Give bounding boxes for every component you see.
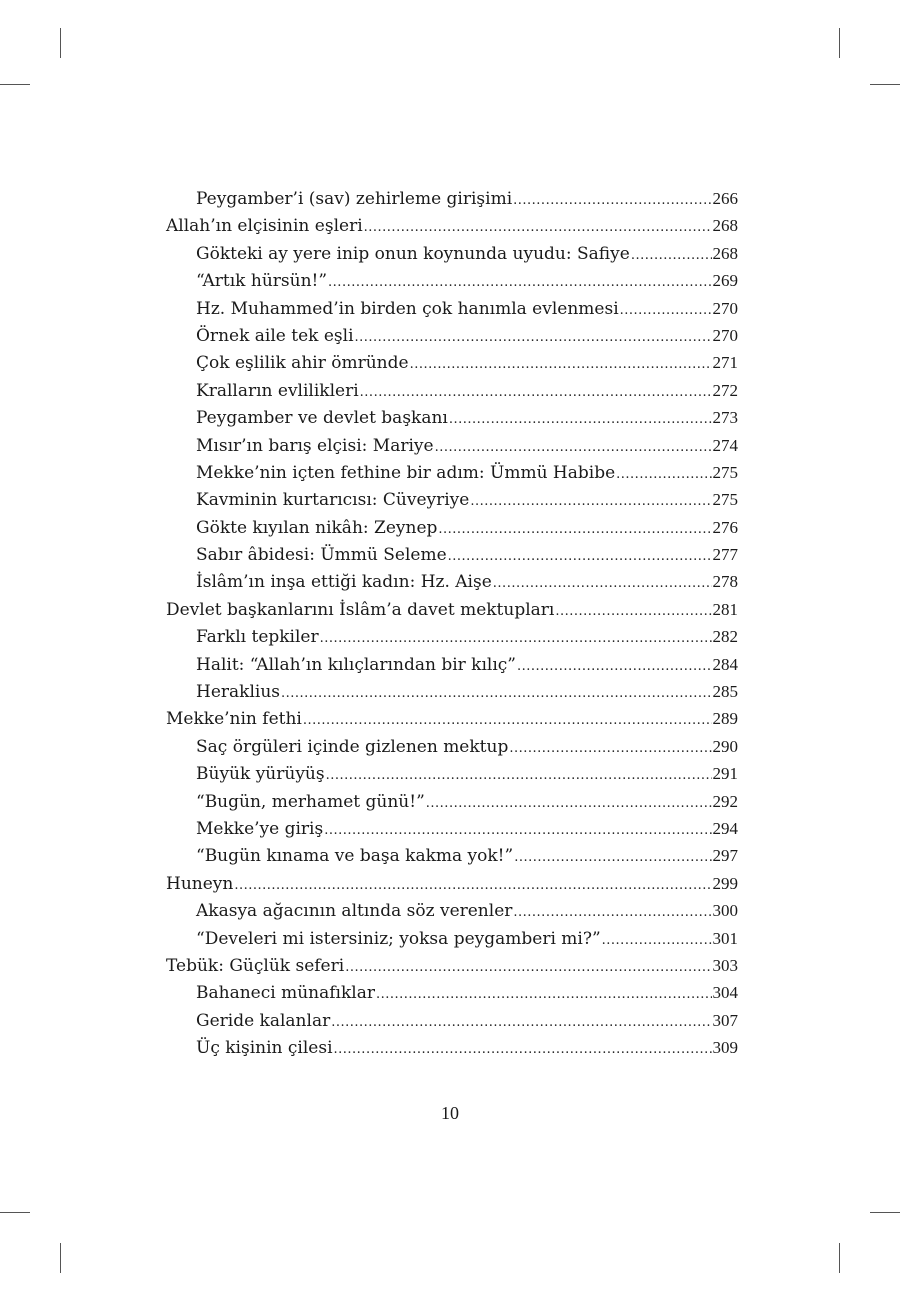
toc-entry-title: Çok eşlilik ahir ömründe (196, 353, 409, 374)
dot-leader (517, 653, 712, 680)
crop-mark-top-left (60, 28, 61, 58)
toc-entry-title: Halit: “Allah’ın kılıçlarından bir kılıç” (196, 654, 516, 675)
toc-entry-page: 304 (712, 983, 738, 1003)
toc-entry-title: Kralların evlilikleri (196, 380, 359, 401)
toc-entry-title: Hz. Muhammed’in birden çok hanımla evlenmesi (196, 298, 619, 319)
toc-entry-page: 300 (712, 901, 738, 921)
toc-entry-page: 272 (712, 380, 738, 400)
toc-entry-page: 271 (712, 353, 738, 373)
toc-subentry (166, 678, 738, 705)
toc-entry-page: 291 (712, 764, 738, 784)
dot-leader (334, 1036, 712, 1063)
dot-leader (320, 625, 712, 652)
dot-leader (448, 543, 712, 570)
toc-entry (166, 212, 738, 239)
dot-leader (631, 242, 712, 269)
toc-entry-title: Geride kalanlar (196, 1010, 331, 1031)
toc-entry-page: 294 (712, 818, 738, 838)
dot-leader (331, 1009, 711, 1036)
toc-subentry (166, 514, 738, 541)
toc-entry-page: 290 (712, 736, 738, 756)
toc-entry-title: Peygamber ve devlet başkanı (196, 408, 448, 429)
toc-entry-page: 275 (712, 490, 738, 510)
toc-subentry (166, 185, 738, 212)
toc-entry-title: Devlet başkanlarını İslâm’a davet mektupları (166, 599, 555, 620)
toc-entry-page: 297 (712, 846, 738, 866)
dot-leader (449, 406, 712, 433)
toc-subentry (166, 788, 738, 815)
dot-leader (324, 817, 711, 844)
toc-subentry (166, 459, 738, 486)
toc-entry-page: 284 (712, 654, 738, 674)
toc-entry-title: Mekke’ye giriş (196, 818, 324, 839)
toc-subentry (166, 568, 738, 595)
toc-entry-page: 307 (712, 1010, 738, 1030)
crop-mark-bottom-right-h (870, 1212, 900, 1213)
toc-subentry (166, 842, 738, 869)
toc-entry-page: 301 (712, 928, 738, 948)
toc-subentry (166, 322, 738, 349)
toc-entry-page: 285 (712, 682, 738, 702)
table-of-contents (166, 185, 738, 1062)
toc-entry (166, 952, 738, 979)
toc-entry-page: 269 (712, 271, 738, 291)
crop-mark-top-left-h (0, 84, 30, 85)
dot-leader (620, 297, 712, 324)
dot-leader (493, 570, 712, 597)
toc-subentry (166, 1007, 738, 1034)
toc-entry-title: Gökte kıyılan nikâh: Zeynep (196, 517, 438, 538)
dot-leader (360, 379, 712, 406)
dot-leader (410, 351, 712, 378)
toc-subentry (166, 760, 738, 787)
toc-entry-page: 266 (712, 189, 738, 208)
toc-entry-title: İslâm’ın inşa ettiği kadın: Hz. Aişe (196, 572, 492, 593)
toc-entry-title: Huneyn (166, 873, 234, 894)
toc-entry-page: 275 (712, 462, 738, 482)
toc-entry-page: 281 (712, 599, 738, 619)
toc-entry-page: 274 (712, 435, 738, 455)
toc-entry-page: 289 (712, 709, 738, 729)
dot-leader (234, 872, 711, 899)
toc-entry-title: Saç örgüleri içinde gizlenen mektup (196, 736, 509, 757)
toc-entry-title: “Bugün kınama ve başa kakma yok!” (196, 846, 514, 867)
toc-subentry (166, 486, 738, 513)
toc-entry-page: 299 (712, 873, 738, 893)
page-number: 10 (441, 1103, 459, 1123)
toc-subentry (166, 349, 738, 376)
dot-leader (426, 790, 712, 817)
toc-entry-title: “Bugün, merhamet günü!” (196, 791, 425, 812)
toc-entry-title: Mekke’nin fethi (166, 709, 302, 730)
toc-subentry (166, 733, 738, 760)
toc-subentry (166, 295, 738, 322)
toc-entry-page: 276 (712, 517, 738, 537)
toc-subentry (166, 623, 738, 650)
toc-entry-title: Heraklius (196, 682, 280, 703)
toc-entry-page: 292 (712, 791, 738, 811)
dot-leader (303, 707, 712, 734)
toc-entry-title: “Develeri mi istersiniz; yoksa peygamberi mi?” (196, 928, 601, 949)
toc-entry-page: 268 (712, 216, 738, 236)
toc-entry-title: Bahaneci münafıklar (196, 983, 375, 1004)
toc-subentry (166, 1034, 738, 1061)
toc-entry-title: Mekke’nin içten fethine bir adım: Ümmü Habibe (196, 462, 616, 483)
dot-leader (376, 981, 712, 1008)
toc-subentry (166, 897, 738, 924)
toc-entry-title: Mısır’ın barış elçisi: Mariye (196, 435, 434, 456)
dot-leader (345, 954, 711, 981)
toc-entry-title: Kavminin kurtarıcısı: Cüveyriye (196, 490, 470, 511)
dot-leader (513, 187, 711, 214)
toc-entry-page: 309 (712, 1038, 738, 1058)
toc-entry-title: “Artık hürsün!” (196, 271, 328, 292)
toc-subentry (166, 925, 738, 952)
toc-entry-title: Sabır âbidesi: Ümmü Seleme (196, 545, 447, 566)
toc-entry-title: Büyük yürüyüş (196, 764, 325, 785)
dot-leader (355, 324, 712, 351)
toc-entry-title: Allah’ın elçisinin eşleri (166, 216, 363, 237)
toc-subentry (166, 815, 738, 842)
dot-leader (616, 461, 711, 488)
toc-subentry (166, 377, 738, 404)
toc-entry-page: 277 (712, 545, 738, 565)
toc-entry-title: Örnek aile tek eşli (196, 325, 354, 346)
toc-entry-page: 273 (712, 408, 738, 428)
dot-leader (602, 927, 712, 954)
toc-entry-page: 303 (712, 955, 738, 975)
dot-leader (326, 762, 712, 789)
toc-entry-page: 278 (712, 572, 738, 592)
dot-leader (435, 434, 712, 461)
toc-entry (166, 705, 738, 732)
toc-entry-title: Tebük: Güçlük seferi (166, 955, 345, 976)
dot-leader (328, 269, 711, 296)
toc-entry-title: Akasya ağacının altında söz verenler (196, 901, 513, 922)
toc-subentry (166, 240, 738, 267)
crop-mark-bottom-left-h (0, 1212, 30, 1213)
dot-leader (509, 735, 711, 762)
toc-entry (166, 870, 738, 897)
toc-entry-page: 268 (712, 243, 738, 263)
toc-entry (166, 596, 738, 623)
dot-leader (364, 214, 712, 241)
toc-subentry (166, 404, 738, 431)
toc-entry-title: Peygamber’i (sav) zehirleme girişimi (196, 189, 513, 209)
toc-subentry (166, 651, 738, 678)
toc-subentry (166, 541, 738, 568)
dot-leader (513, 899, 711, 926)
toc-subentry (166, 979, 738, 1006)
dot-leader (514, 844, 711, 871)
dot-leader (438, 516, 711, 543)
toc-entry-title: Farklı tepkiler (196, 627, 319, 648)
dot-leader (470, 488, 711, 515)
toc-entry-title: Üç kişinin çilesi (196, 1038, 333, 1059)
crop-mark-top-right-h (870, 84, 900, 85)
toc-subentry (166, 267, 738, 294)
crop-mark-bottom-left (60, 1243, 61, 1273)
dot-leader (555, 598, 711, 625)
crop-mark-bottom-right (839, 1243, 840, 1273)
toc-entry-page: 270 (712, 325, 738, 345)
dot-leader (281, 680, 712, 707)
toc-entry-page: 270 (712, 298, 738, 318)
toc-entry-page: 282 (712, 627, 738, 647)
toc-entry-title: Gökteki ay yere inip onun koynunda uyudu: Safiye (196, 243, 630, 264)
crop-mark-top-right (839, 28, 840, 58)
toc-subentry (166, 432, 738, 459)
